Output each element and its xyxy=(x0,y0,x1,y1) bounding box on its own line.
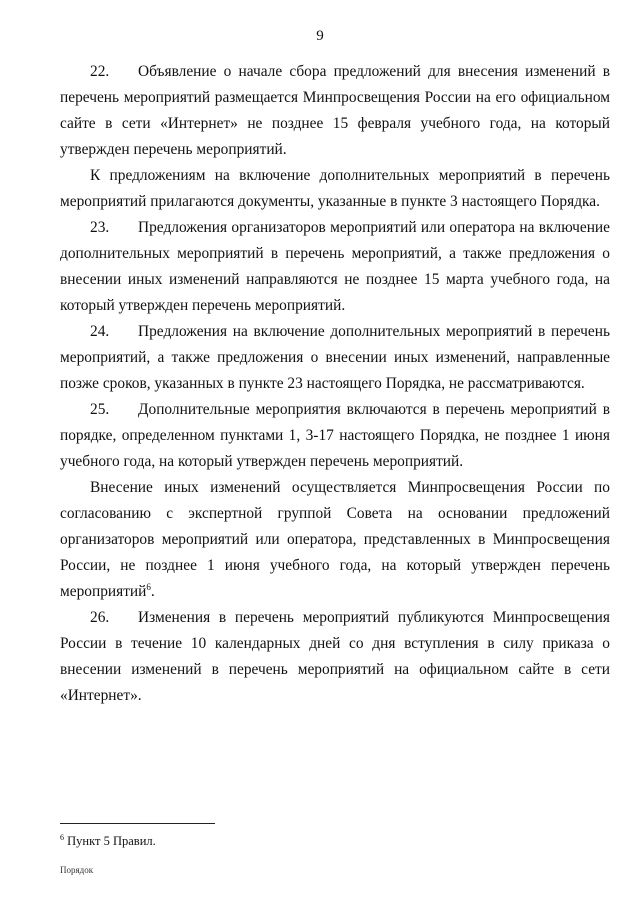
paragraph-23 xyxy=(60,215,610,319)
paragraph-text: Предложения на включение дополнительных мероприятий в перечень мероприятий, а также предложения о внесении иных изменений, направленные позже сроков, указанных в пункте 23 настоящего Порядка, не рассматриваются. xyxy=(60,323,610,392)
paragraph-text: К предложениям на включение дополнительных мероприятий в перечень мероприятий прилагаются документы, указанные в пункте 3 настоящего Порядка. xyxy=(60,167,610,210)
document-body xyxy=(60,59,610,709)
page-number: 9 xyxy=(316,28,324,44)
paragraph-number: 26. xyxy=(90,609,110,626)
paragraph-number: 23. xyxy=(90,219,110,236)
paragraph-text: Предложения организаторов мероприятий или оператора на включение дополнительных мероприятий в перечень мероприятий, а также предложения о внесении иных изменений направляются не позднее 15 марта учебного года, на который утвержден перечень мероприятий. xyxy=(60,219,610,314)
paragraph-tail: . xyxy=(150,583,155,600)
footnote xyxy=(60,830,156,849)
paragraph-22 xyxy=(60,59,610,163)
paragraph-25-continuation xyxy=(60,475,610,605)
paragraph-26 xyxy=(60,605,610,709)
paragraph-22-continuation xyxy=(60,163,610,215)
footnote-text: Пункт 5 Правил. xyxy=(64,834,156,849)
paragraph-text: Дополнительные мероприятия включаются в перечень мероприятий в порядке, определенном пунктами 1, 3-17 настоящего Порядка, не позднее 1 июня учебного года, на который утвержден перечень мероприятий. xyxy=(60,401,610,470)
paragraph-text: Объявление о начале сбора предложений для внесения изменений в перечень мероприятий размещается Минпросвещения России на его официальном сайте в сети «Интернет» не позднее 15 февраля учебного года, на который утвержден перечень мероприятий. xyxy=(60,63,610,158)
paragraph-text: Внесение иных изменений осуществляется Минпросвещения России по согласованию с экспертной группой Совета на основании предложений организаторов мероприятий или оператора, представленных в Минпросвещения России, не позднее 1 июня учебного года, на который утвержден перечень мероприятий xyxy=(60,479,610,600)
paragraph-25 xyxy=(60,397,610,475)
footnote-reference: 6 xyxy=(146,581,151,592)
document-footer-label: Порядок xyxy=(60,865,94,875)
footnote-marker: 6 xyxy=(60,833,64,842)
paragraph-number: 24. xyxy=(90,323,110,340)
paragraph-number: 22. xyxy=(90,63,110,80)
paragraph-number: 25. xyxy=(90,401,110,418)
paragraph-text: Изменения в перечень мероприятий публикуются Минпросвещения России в течение 10 календарных дней со дня вступления в силу приказа о внесении изменений в перечень мероприятий на официальном сайте в сети «Интернет». xyxy=(60,609,610,704)
footnote-divider xyxy=(60,823,215,824)
paragraph-24 xyxy=(60,319,610,397)
